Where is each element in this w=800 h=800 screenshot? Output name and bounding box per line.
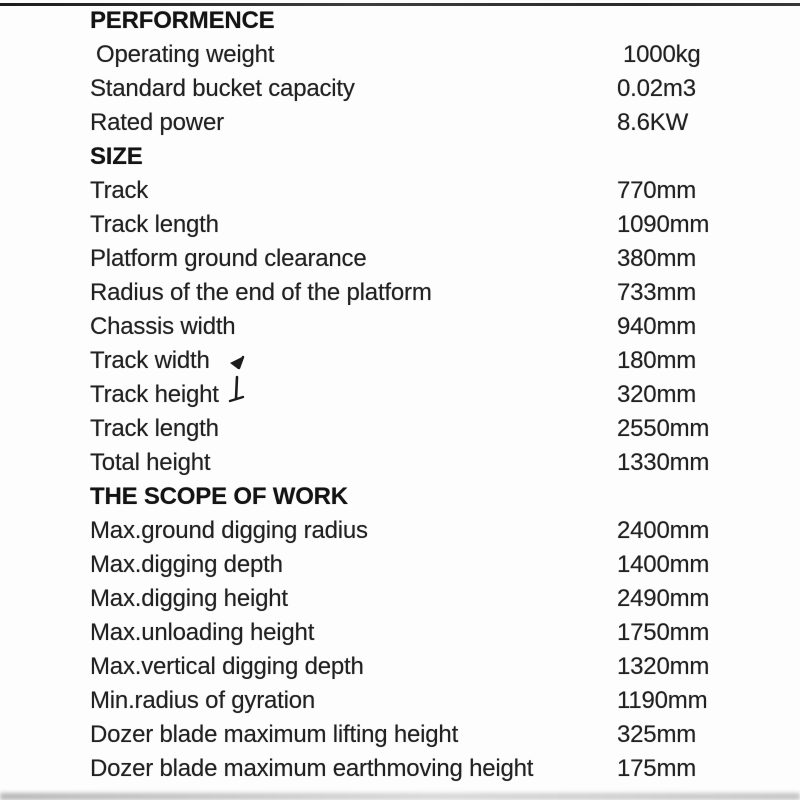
spec-label: Max.vertical digging depth (90, 653, 364, 680)
spec-value: 0.02m3 (617, 75, 696, 102)
spec-value: 320mm (617, 381, 697, 408)
spec-value: 1400mm (617, 551, 710, 578)
spec-row-max-digging-depth (90, 548, 796, 582)
section-header-label: SIZE (90, 143, 143, 170)
section-header-scope-of-work (90, 480, 796, 514)
spec-row-platform-ground-clearance (90, 242, 796, 276)
spec-row-total-height (90, 446, 796, 480)
spec-label: Track length (90, 211, 219, 238)
spec-value: 325mm (617, 721, 697, 748)
spec-row-max-unloading-height (90, 616, 796, 650)
spec-label: Track height (90, 381, 219, 408)
spec-row-bucket-capacity (90, 72, 796, 106)
spec-value: 8.6KW (617, 109, 689, 136)
spec-label: Track width (90, 347, 210, 374)
spec-value: 2490mm (617, 585, 710, 612)
spec-row-track-length-2 (90, 412, 796, 446)
spec-row-min-radius-of-gyration (90, 684, 796, 718)
spec-value: 2550mm (617, 415, 710, 442)
spec-value: 770mm (617, 177, 697, 204)
section-header-performance (90, 4, 796, 38)
spec-row-max-vertical-digging-depth (90, 650, 796, 684)
spec-value: 2400mm (617, 517, 710, 544)
spec-value: 1330mm (617, 449, 710, 476)
section-header-label: PERFORMENCE (90, 7, 275, 34)
spec-row-track-length-1 (90, 208, 796, 242)
spec-label: Dozer blade maximum lifting height (90, 721, 459, 748)
spec-row-chassis-width (90, 310, 796, 344)
spec-value: 180mm (617, 347, 697, 374)
spec-label: Radius of the end of the platform (90, 279, 432, 306)
spec-label: Max.unloading height (90, 619, 315, 646)
spec-value: 1000kg (623, 41, 701, 68)
spec-label: Standard bucket capacity (90, 75, 355, 102)
spec-row-track-width (90, 344, 796, 378)
spec-label: Min.radius of gyration (90, 687, 316, 714)
spec-label: Max.digging height (90, 585, 288, 612)
spec-row-rated-power (90, 106, 796, 140)
pen-arrow-annotation-icon (225, 353, 251, 407)
spec-row-dozer-blade-earthmoving-height (90, 752, 796, 786)
spec-row-track-height (90, 378, 796, 412)
spec-label: Total height (90, 449, 211, 476)
spec-value: 733mm (617, 279, 697, 306)
spec-table (90, 4, 796, 786)
spec-value: 940mm (617, 313, 697, 340)
spec-row-operating-weight (90, 38, 796, 72)
spec-label: Dozer blade maximum earthmoving height (90, 755, 534, 782)
spec-value: 1090mm (617, 211, 710, 238)
section-header-size (90, 140, 796, 174)
spec-value: 1750mm (617, 619, 710, 646)
spec-label: Track (90, 177, 149, 204)
spec-row-dozer-blade-lifting-height (90, 718, 796, 752)
spec-value: 1190mm (617, 687, 708, 714)
spec-row-max-ground-digging-radius (90, 514, 796, 548)
spec-row-max-digging-height (90, 582, 796, 616)
spec-row-track (90, 174, 796, 208)
spec-label: Chassis width (90, 313, 236, 340)
spec-label: Rated power (90, 109, 224, 136)
spec-value: 380mm (617, 245, 697, 272)
spec-label: Platform ground clearance (90, 245, 367, 272)
spec-value: 175mm (617, 755, 697, 782)
spec-label: Max.digging depth (90, 551, 283, 578)
section-header-label: THE SCOPE OF WORK (90, 483, 348, 510)
spec-row-platform-end-radius (90, 276, 796, 310)
spec-value: 1320mm (617, 653, 710, 680)
spec-label: Max.ground digging radius (90, 517, 368, 544)
spec-label: Track length (90, 415, 219, 442)
spec-label: Operating weight (96, 41, 275, 68)
bottom-scan-smear (0, 793, 800, 800)
